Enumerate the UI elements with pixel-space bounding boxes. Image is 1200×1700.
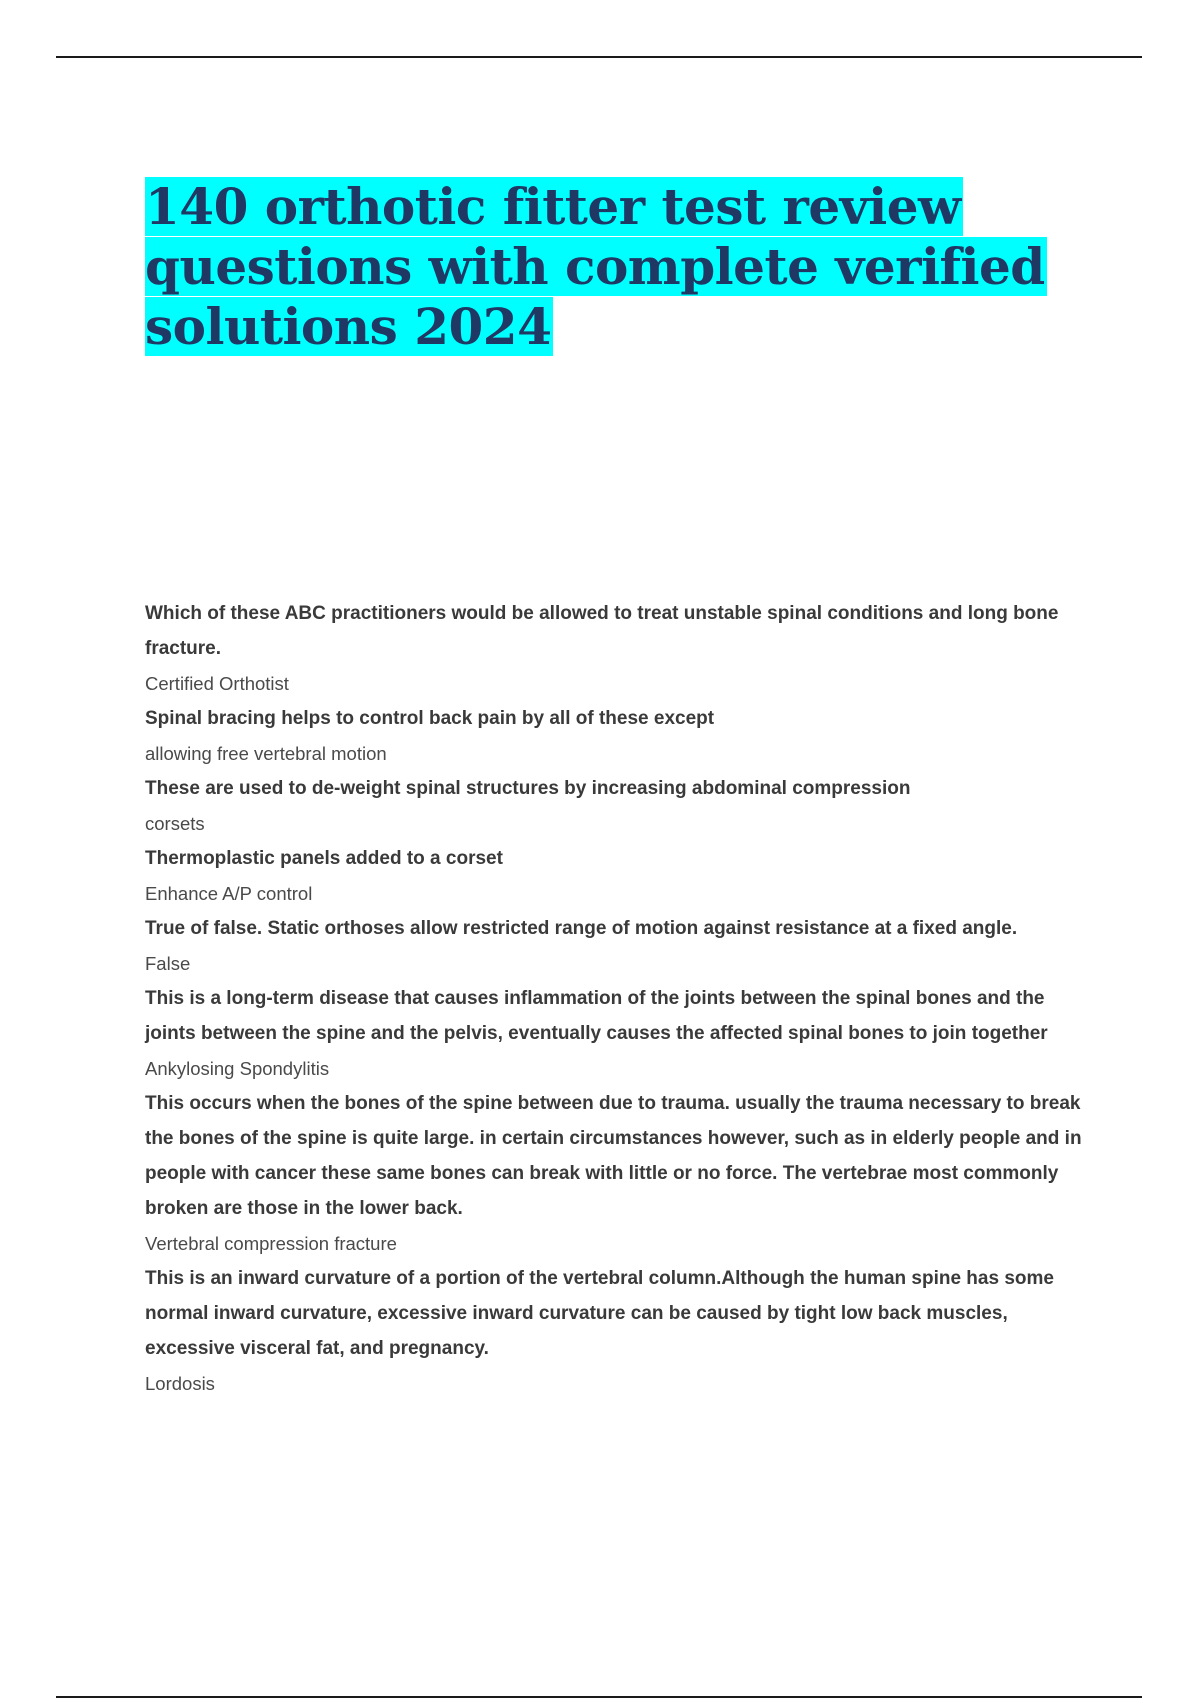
answer-8: Lordosis — [145, 1373, 215, 1394]
title-highlight: 140 orthotic fitter test review questions with complete verified solutions 2024 — [145, 177, 1045, 356]
qa-list — [145, 596, 1085, 1401]
question-8: This is an inward curvature of a portion of the vertebral column.Although the human spine has some normal inward curvature, excessive inward curvature can be caused by tight low back muscles, excessive visceral fat, and pregnancy. — [145, 1268, 1054, 1359]
question-2: Spinal bracing helps to control back pain by all of these except — [145, 708, 715, 729]
question-4: Thermoplastic panels added to a corset — [145, 848, 503, 869]
answer-1: Certified Orthotist — [145, 673, 289, 694]
answer-4: Enhance A/P control — [145, 883, 313, 904]
answer-2: allowing free vertebral motion — [145, 743, 387, 764]
bottom-rule — [56, 1696, 1142, 1698]
question-6: This is a long-term disease that causes inflammation of the joints between the spinal bones and the joints between the spine and the pelvis, eventually causes the affected spinal bones to join together — [145, 988, 1048, 1044]
answer-3: corsets — [145, 813, 205, 834]
question-5: True of false. Static orthoses allow restricted range of motion against resistance at a fixed angle. — [145, 918, 1018, 939]
question-7: This occurs when the bones of the spine between due to trauma. usually the trauma necessary to break the bones of the spine is quite large. in certain circumstances however, such as in elderly people and in people with cancer these same bones can break with little or no force. The vertebrae most commonly broken are those in the lower back. — [145, 1093, 1082, 1219]
document-title — [145, 177, 1125, 357]
question-1: Which of these ABC practitioners would be allowed to treat unstable spinal conditions and long bone fracture. — [145, 603, 1059, 659]
question-3: These are used to de-weight spinal structures by increasing abdominal compression — [145, 778, 911, 799]
answer-7: Vertebral compression fracture — [145, 1233, 397, 1254]
answer-6: Ankylosing Spondylitis — [145, 1058, 330, 1079]
answer-5: False — [145, 953, 191, 974]
top-rule — [56, 56, 1142, 58]
